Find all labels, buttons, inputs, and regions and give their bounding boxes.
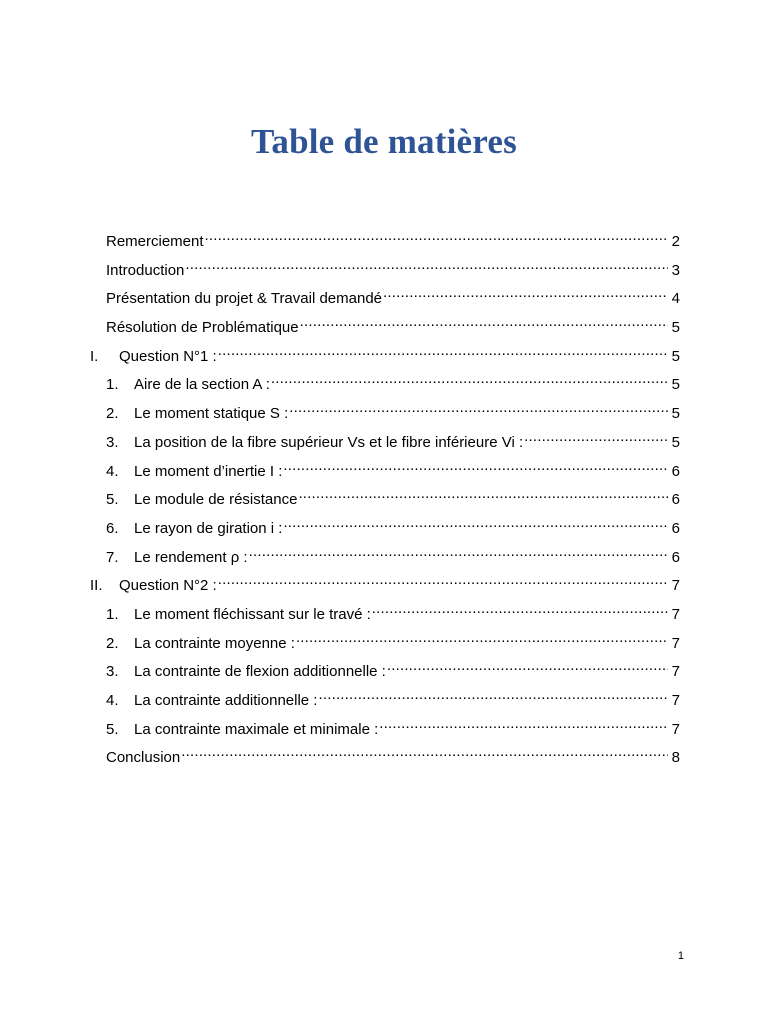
toc-entry-page: 6 (671, 462, 680, 480)
toc-entry[interactable] (90, 542, 680, 571)
toc-entry[interactable] (90, 283, 680, 312)
toc-dot-leader (249, 542, 668, 562)
toc-dot-leader (387, 656, 668, 676)
toc-entry-title: Question N°2 : (119, 577, 217, 595)
toc-entry-title: Le moment d’inertie I : (134, 462, 283, 480)
toc-entry-page: 5 (671, 319, 680, 337)
toc-entry-page: 7 (671, 634, 680, 652)
toc-dot-leader (205, 226, 668, 246)
toc-entry-number: 3. (106, 433, 119, 451)
toc-entry-page: 6 (671, 548, 680, 566)
toc-entry-title: Le rendement ρ : (134, 548, 248, 566)
toc-entry-title: Le moment fléchissant sur le travé : (134, 605, 371, 623)
toc-dot-leader (271, 369, 668, 389)
toc-entry-page: 3 (671, 261, 680, 279)
toc-entry[interactable] (90, 742, 680, 771)
toc-entry-number: 7. (106, 548, 119, 566)
toc-dot-leader (318, 685, 668, 705)
toc-entry[interactable] (90, 714, 680, 743)
toc-entry-page: 5 (671, 376, 680, 394)
toc-entry-title: Introduction (106, 261, 185, 279)
toc-dot-leader (185, 255, 668, 275)
toc-entry-number: 5. (106, 491, 119, 509)
toc-entry-page: 5 (671, 433, 680, 451)
toc-entry[interactable] (90, 570, 680, 599)
toc-entry-number: 6. (106, 519, 119, 537)
toc-entry-page: 6 (671, 519, 680, 537)
toc-dot-leader (383, 283, 668, 303)
table-of-contents (90, 226, 680, 771)
toc-dot-leader (283, 456, 668, 476)
toc-entry-page: 5 (671, 405, 680, 423)
toc-entry[interactable] (90, 685, 680, 714)
toc-dot-leader (372, 599, 668, 619)
toc-entry-title: Résolution de Problématique (106, 319, 299, 337)
toc-dot-leader (283, 513, 668, 533)
toc-entry-title: La contrainte de flexion additionnelle : (134, 663, 386, 681)
toc-entry-title: La contrainte maximale et minimale : (134, 720, 379, 738)
toc-entry[interactable] (90, 427, 680, 456)
toc-dot-leader (296, 628, 668, 648)
toc-entry-page: 5 (671, 347, 680, 365)
toc-entry-number: II. (90, 577, 103, 595)
toc-entry-number: 1. (106, 605, 119, 623)
toc-entry-title: Aire de la section A : (134, 376, 270, 394)
toc-entry-title: Le moment statique S : (134, 405, 289, 423)
toc-entry-number: 5. (106, 720, 119, 738)
toc-entry[interactable] (90, 255, 680, 284)
toc-entry-number: 1. (106, 376, 119, 394)
toc-entry[interactable] (90, 369, 680, 398)
toc-entry-number: 2. (106, 634, 119, 652)
toc-entry-number: 2. (106, 405, 119, 423)
page-number: 1 (677, 950, 684, 962)
toc-entry-page: 6 (671, 491, 680, 509)
toc-entry-title: Question N°1 : (119, 347, 217, 365)
toc-entry[interactable] (90, 484, 680, 513)
toc-entry-page: 4 (671, 290, 680, 308)
toc-dot-leader (218, 570, 668, 590)
toc-entry-title: Présentation du projet & Travail demandé (106, 290, 382, 308)
toc-dot-leader (298, 484, 668, 504)
toc-dot-leader (300, 312, 668, 332)
toc-entry-page: 2 (671, 233, 680, 250)
toc-entry-title: La contrainte moyenne : (134, 634, 295, 652)
toc-entry-page: 7 (671, 692, 680, 709)
toc-entry-title: Conclusion (106, 749, 181, 767)
toc-entry-number: 4. (106, 462, 119, 480)
toc-entry-title: La position de la fibre supérieur Vs et le fibre inférieure Vi : (134, 433, 524, 451)
toc-entry[interactable] (90, 513, 680, 542)
toc-entry-title: Remerciement (106, 233, 204, 250)
page-title: Table de matières (251, 122, 517, 161)
toc-entry-page: 8 (671, 749, 680, 767)
toc-dot-leader (289, 398, 668, 418)
toc-entry[interactable] (90, 599, 680, 628)
toc-entry[interactable] (90, 456, 680, 485)
toc-entry-number: 3. (106, 663, 119, 681)
toc-entry-number: 4. (106, 692, 119, 709)
toc-dot-leader (181, 742, 668, 762)
toc-entry-title: La contrainte additionnelle : (134, 692, 318, 709)
toc-entry-page: 7 (671, 577, 680, 595)
toc-dot-leader (379, 714, 668, 734)
toc-entry[interactable] (90, 628, 680, 657)
toc-entry[interactable] (90, 398, 680, 427)
toc-dot-leader (218, 341, 668, 361)
toc-entry[interactable] (90, 312, 680, 341)
toc-entry-page: 7 (671, 663, 680, 681)
toc-entry-page: 7 (671, 720, 680, 738)
toc-entry-page: 7 (671, 605, 680, 623)
toc-entry[interactable] (90, 656, 680, 685)
toc-entry-number: I. (90, 347, 99, 365)
toc-dot-leader (524, 427, 668, 447)
toc-entry-title: Le module de résistance (134, 491, 298, 509)
toc-entry[interactable] (90, 226, 680, 255)
toc-entry-title: Le rayon de giration i : (134, 519, 283, 537)
toc-entry[interactable] (90, 341, 680, 370)
